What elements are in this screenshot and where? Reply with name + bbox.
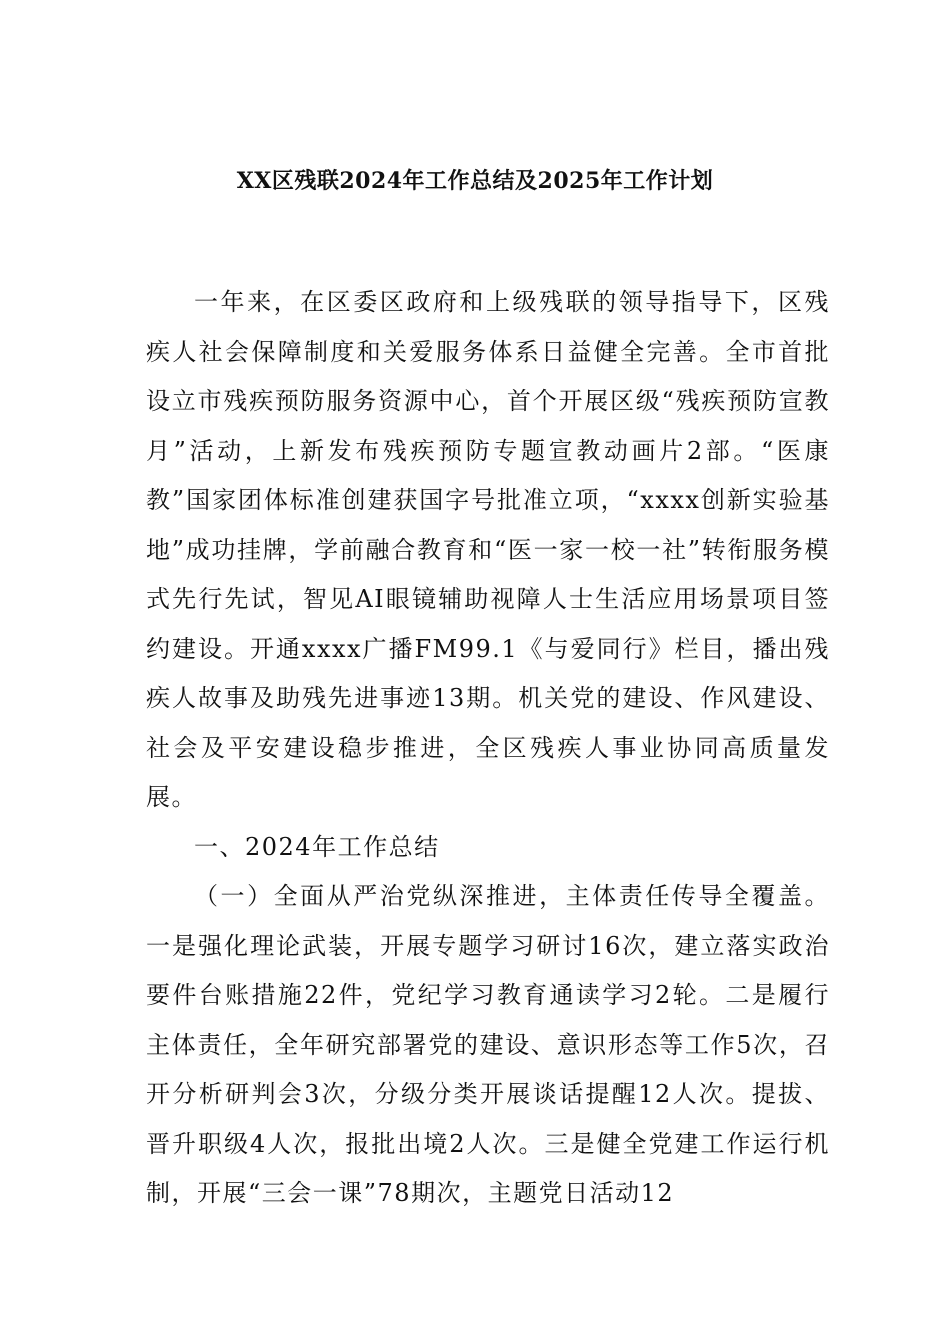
document-body <box>146 278 830 1219</box>
document-title: XX区残联2024年工作总结及2025年工作计划 <box>236 168 714 194</box>
section-heading: 一、2024年工作总结 <box>194 832 440 861</box>
subsection-paragraph: （一）全面从严治党纵深推进，主体责任传导全覆盖。一是强化理论武装，开展专题学习研讨16次，建立落实政治要件台账措施22件，党纪学习教育通读学习2轮。二是履行主体责任，全年研究部署党的建设、意识形态等工作5次，召开分析研判会3次，分级分类开展谈话提醒12人次。提拔、晋升职级4人次，报批出境2人次。三是健全党建工作运行机制，开展“三会一课”78期次，主题党日活动12 <box>146 882 830 1207</box>
intro-paragraph: 一年来，在区委区政府和上级残联的领导指导下，区残疾人社会保障制度和关爱服务体系日益健全完善。全市首批设立市残疾预防服务资源中心，首个开展区级“残疾预防宣教月”活动，上新发布残疾预防专题宣教动画片2部。“医康教”国家团体标准创建获国字号批准立项，“xxxx创新实验基地”成功挂牌，学前融合教育和“医一家一校一社”转衔服务模式先行先试，智见AI眼镜辅助视障人士生活应用场景项目签约建设。开通xxxx广播FM99.1《与爱同行》栏目，播出残疾人故事及助残先进事迹13期。机关党的建设、作风建设、社会及平安建设稳步推进，全区残疾人事业协同高质量发展。 <box>146 288 830 811</box>
